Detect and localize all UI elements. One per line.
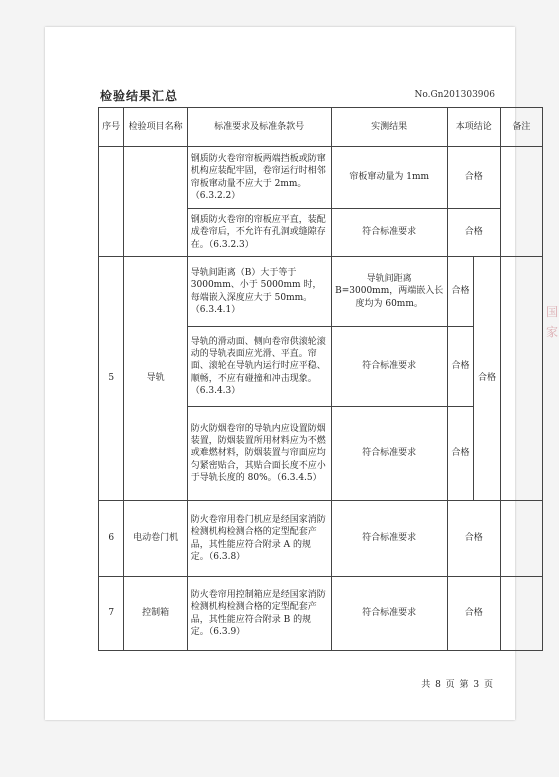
header-requirement: 标准要求及标准条款号 — [187, 108, 331, 147]
table-row — [99, 257, 543, 327]
header-conclusion: 本项结论 — [447, 108, 500, 147]
conclusion-cell: 合格 — [447, 209, 500, 257]
seq-cell: 7 — [99, 577, 124, 651]
report-page — [45, 27, 559, 720]
result-cell: 符合标准要求 — [331, 407, 447, 501]
report-number: No.Gn201303906 — [414, 90, 495, 100]
conclusion-cell: 合格 — [447, 501, 500, 577]
item-cell — [124, 147, 187, 257]
result-cell: 导轨间距离 B=3000mm，两端嵌入长度均为 60mm。 — [331, 257, 447, 327]
requirement-cell: 导轨间距离（B）大于等于 3000mm、小于 5000mm 时，每端嵌入深度应大于 50mm。（6.3.4.1） — [187, 257, 331, 327]
seq-cell — [99, 147, 124, 257]
requirement-cell: 导轨的滑动面、侧向卷帘供滚轮滚动的导轨表面应光滑、平直。帘面、滚轮在导轨内运行时应平稳、顺畅，不应有碰撞和冲击现象。（6.3.4.3） — [187, 327, 331, 407]
remark-cell — [500, 577, 542, 651]
item-cell: 控制箱 — [124, 577, 187, 651]
table-header-row — [99, 108, 543, 147]
remark-cell — [500, 147, 542, 257]
conclusion-cell: 合格 — [447, 257, 473, 327]
requirement-cell: 防火卷帘用卷门机应是经国家消防检测机构检测合格的定型配套产品，其性能应符合附录 A 的规定。（6.3.8） — [187, 501, 331, 577]
seal-stamp — [546, 302, 559, 382]
header-item: 检验项目名称 — [124, 108, 187, 147]
result-cell: 符合标准要求 — [331, 327, 447, 407]
item-cell: 电动卷门机 — [124, 501, 187, 577]
requirement-cell: 防火卷帘用控制箱应是经国家消防检测机构检测合格的定型配套产品，其性能应符合附录 B 的规定。（6.3.9） — [187, 577, 331, 651]
header-remark: 备注 — [500, 108, 542, 147]
page-number: 第 3 页 — [459, 680, 493, 690]
table-row — [99, 501, 543, 577]
conclusion-cell: 合格 — [447, 147, 500, 209]
conclusion-cell: 合格 — [447, 407, 473, 501]
requirement-cell: 防火防烟卷帘的导轨内应设置防烟装置，防烟装置所用材料应为不燃或难燃材料，防烟装置与帘面应均匀紧密贴合，其贴合面长度不应小于导轨长度的 80%。（6.3.4.5） — [187, 407, 331, 501]
results-table — [98, 107, 543, 651]
seq-cell: 5 — [99, 257, 124, 501]
result-cell: 符合标准要求 — [331, 501, 447, 577]
conclusion-cell: 合格 — [447, 327, 473, 407]
header-seq: 序号 — [99, 108, 124, 147]
page-title: 检验结果汇总 — [100, 89, 179, 103]
remark-cell — [500, 501, 542, 577]
requirement-cell: 钢质防火卷帘帘板两端挡板或防窜机构应装配牢固，卷帘运行时相邻帘板窜动量不应大于 2mm。（6.3.2.2） — [187, 147, 331, 209]
result-cell: 符合标准要求 — [331, 209, 447, 257]
table-row — [99, 577, 543, 651]
stamp-char: 国 — [546, 305, 559, 319]
conclusion-cell: 合格 — [447, 577, 500, 651]
requirement-cell: 钢质防火卷帘的帘板应平直，装配成卷帘后，不允许有孔洞或缝隙存在。（6.3.2.3） — [187, 209, 331, 257]
total-pages: 共 8 页 — [421, 680, 455, 690]
header-result: 实测结果 — [331, 108, 447, 147]
page-footer — [421, 677, 493, 690]
stamp-char: 家 — [546, 325, 559, 339]
table-row — [99, 147, 543, 209]
result-cell: 符合标准要求 — [331, 577, 447, 651]
item-cell: 导轨 — [124, 257, 187, 501]
result-cell: 帘板窜动量为 1mm — [331, 147, 447, 209]
seq-cell: 6 — [99, 501, 124, 577]
group-conclusion-cell: 合格 — [474, 257, 500, 501]
remark-cell — [500, 257, 542, 501]
